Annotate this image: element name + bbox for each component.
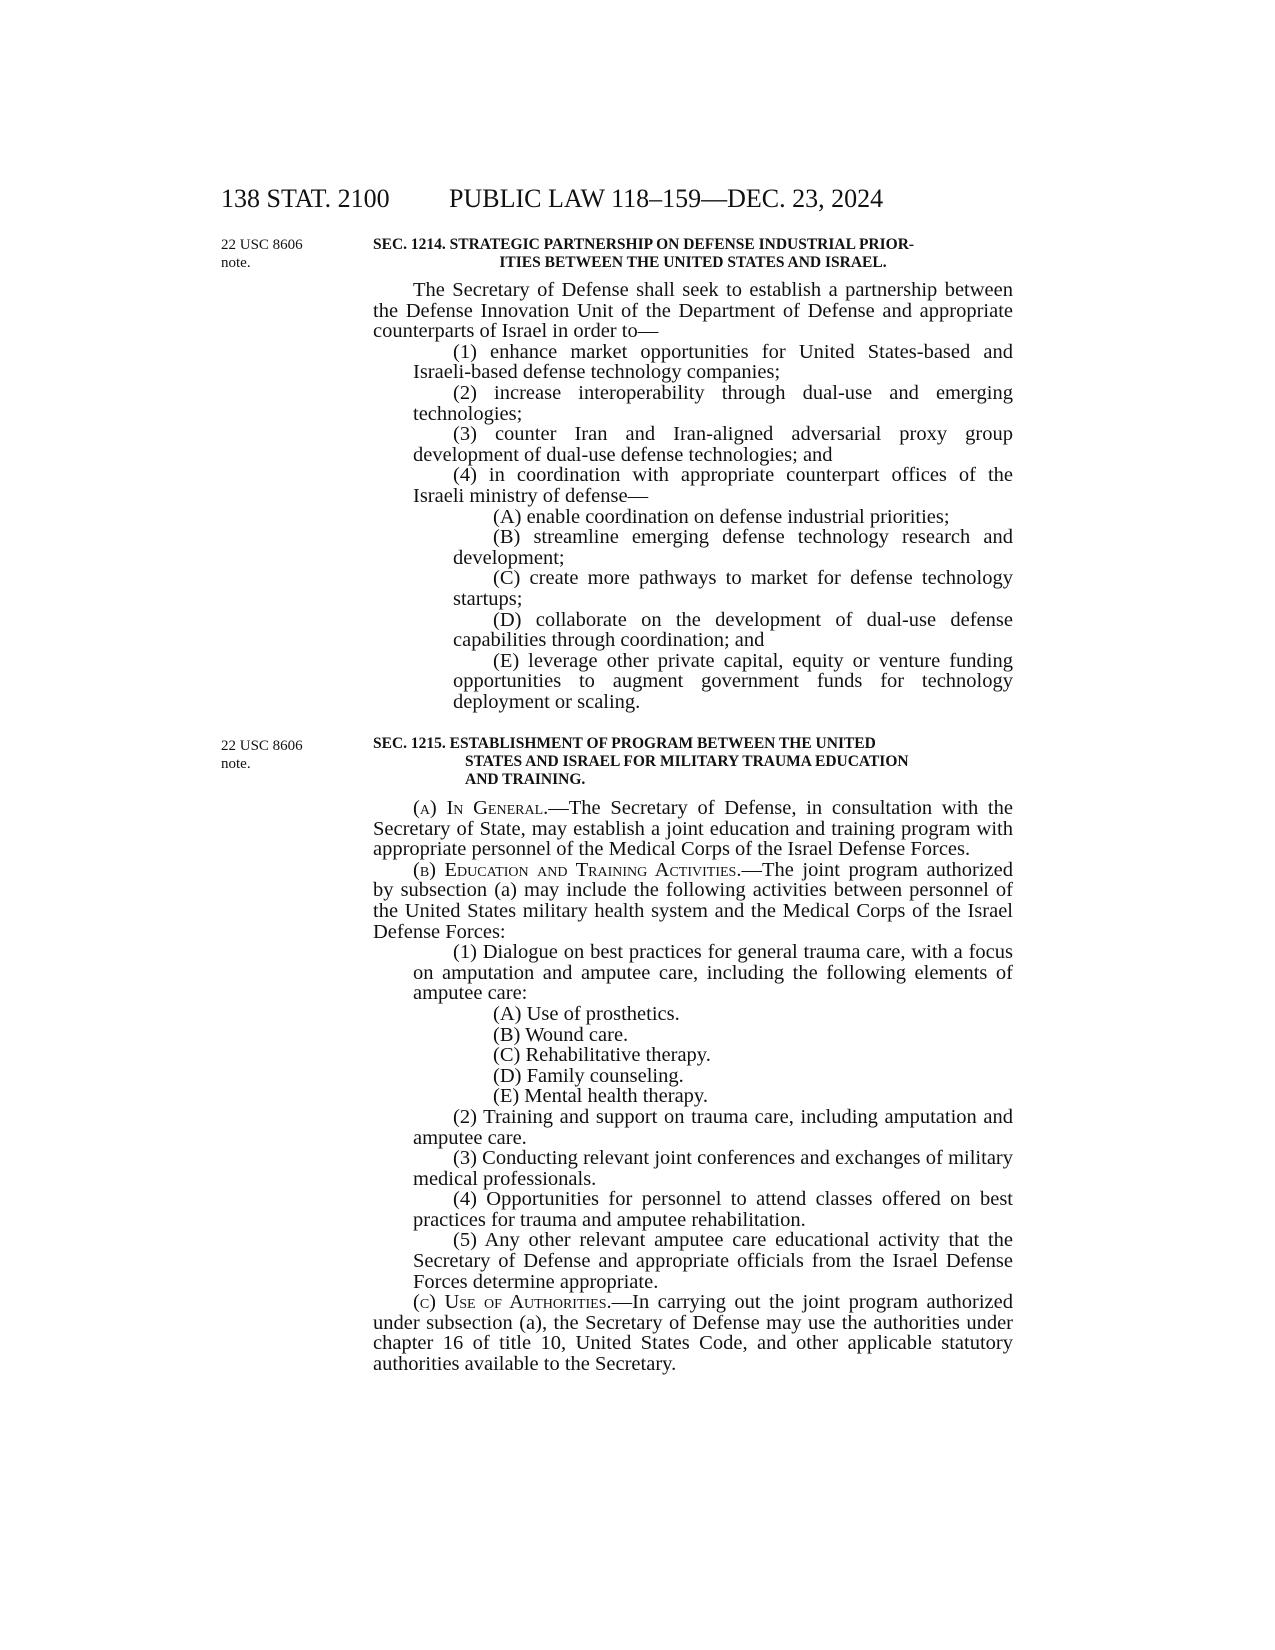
section-1215-heading-line1: SEC. 1215. ESTABLISHMENT OF PROGRAM BETWEEN THE UNITED (373, 735, 876, 752)
subsection-b-subpara-e: (E) Mental health therapy. (493, 1085, 708, 1108)
subsection-b-para-2: (2) Training and support on trauma care, including amputation and amputee care. (413, 1105, 1013, 1149)
section-1215-body (373, 798, 1013, 1375)
section-1214-subpara-a: (A) enable coordination on defense industrial priorities; (493, 505, 950, 528)
section-1214-body (373, 280, 1013, 712)
stat-page-number: 138 STAT. 2100 (221, 184, 390, 213)
subsection-b-subpara-d: (D) Family counseling. (493, 1064, 684, 1087)
subsection-b-label: (b) Education and Training Activities. (413, 858, 742, 881)
section-1215-heading-line3: AND TRAINING. (465, 771, 586, 788)
section-1214-heading (373, 236, 1013, 272)
subsection-b-subpara-b: (B) Wound care. (493, 1023, 629, 1046)
subsection-c-text: —In carrying out the joint program authorized under subsection (a), the Secretary of Defense may use the authorities under chapter 16 of title 10, United States Code, and other applicable statutory authorities available to the Secretary. (373, 1291, 1013, 1376)
subsection-c (373, 1292, 1013, 1374)
section-1214-para-2: (2) increase interoperability through dual-use and emerging technologies; (413, 381, 1013, 425)
subsection-b-subpara-c: (C) Rehabilitative therapy. (493, 1044, 711, 1067)
subsection-a (373, 798, 1013, 860)
margin-note-sec1215: 22 USC 8606 note. (221, 738, 303, 772)
subsection-b-para-5: (5) Any other relevant amputee care educational activity that the Secretary of Defense and appropriate officials from the Israel Defense Forces determine appropriate. (413, 1229, 1013, 1293)
margin-note-sec1214: 22 USC 8606 note. (221, 237, 303, 271)
section-1214-heading-line1: SEC. 1214. STRATEGIC PARTNERSHIP ON DEFENSE INDUSTRIAL PRIOR- (373, 236, 915, 253)
section-1214-para-4: (4) in coordination with appropriate counterpart offices of the Israeli ministry of defense— (413, 464, 1013, 507)
subsection-a-label: (a) In General. (413, 797, 549, 819)
section-1214-para-1: (1) enhance market opportunities for United States-based and Israeli-based defense technology companies; (413, 340, 1013, 384)
section-1214-subpara-e: (E) leverage other private capital, equity or venture funding opportunities to augment government funds for technology deployment or scaling. (453, 649, 1013, 713)
subsection-b-para-1: (1) Dialogue on best practices for general trauma care, with a focus on amputation and amputee care, including the following elements of amputee care: (413, 941, 1013, 1005)
subsection-b-subpara-a: (A) Use of prosthetics. (493, 1002, 680, 1025)
running-title: PUBLIC LAW 118–159—DEC. 23, 2024 (449, 184, 884, 213)
subsection-b (373, 860, 1013, 942)
section-1214-subpara-b: (B) streamline emerging defense technology research and development; (453, 526, 1013, 569)
section-1214-intro: The Secretary of Defense shall seek to establish a partnership between the Defense Innovation Unit of the Department of Defense and appropriate counterparts of Israel in order to— (373, 279, 1013, 343)
section-1215-heading (373, 735, 1013, 789)
section-1214-subpara-d: (D) collaborate on the development of dual-use defense capabilities through coordination; and (453, 608, 1013, 652)
section-1214-heading-line2: ITIES BETWEEN THE UNITED STATES AND ISRAEL. (499, 254, 887, 271)
subsection-b-para-4: (4) Opportunities for personnel to attend classes offered on best practices for trauma and amputee rehabilitation. (413, 1188, 1013, 1231)
subsection-c-label: (c) Use of Authorities. (413, 1291, 612, 1314)
section-1215-heading-line2: STATES AND ISRAEL FOR MILITARY TRAUMA EDUCATION (465, 753, 909, 770)
section-1214-subpara-c: (C) create more pathways to market for defense technology startups; (453, 567, 1013, 610)
subsection-b-para-3: (3) Conducting relevant joint conferences and exchanges of military medical professionals. (413, 1147, 1013, 1190)
subsection-b-text: —The joint program authorized by subsection (a) may include the following activities between personnel of the United States military health system and the Medical Corps of the Israel Defense Forces: (373, 858, 1013, 943)
section-1214-para-3: (3) counter Iran and Iran-aligned adversarial proxy group development of dual-use defense technologies; and (413, 423, 1013, 466)
page-header (221, 184, 1021, 218)
subsection-a-text: —The Secretary of Defense, in consultation with the Secretary of State, may establish a joint education and training program with appropriate personnel of the Medical Corps of the Israel Defense Forces. (373, 797, 1013, 861)
